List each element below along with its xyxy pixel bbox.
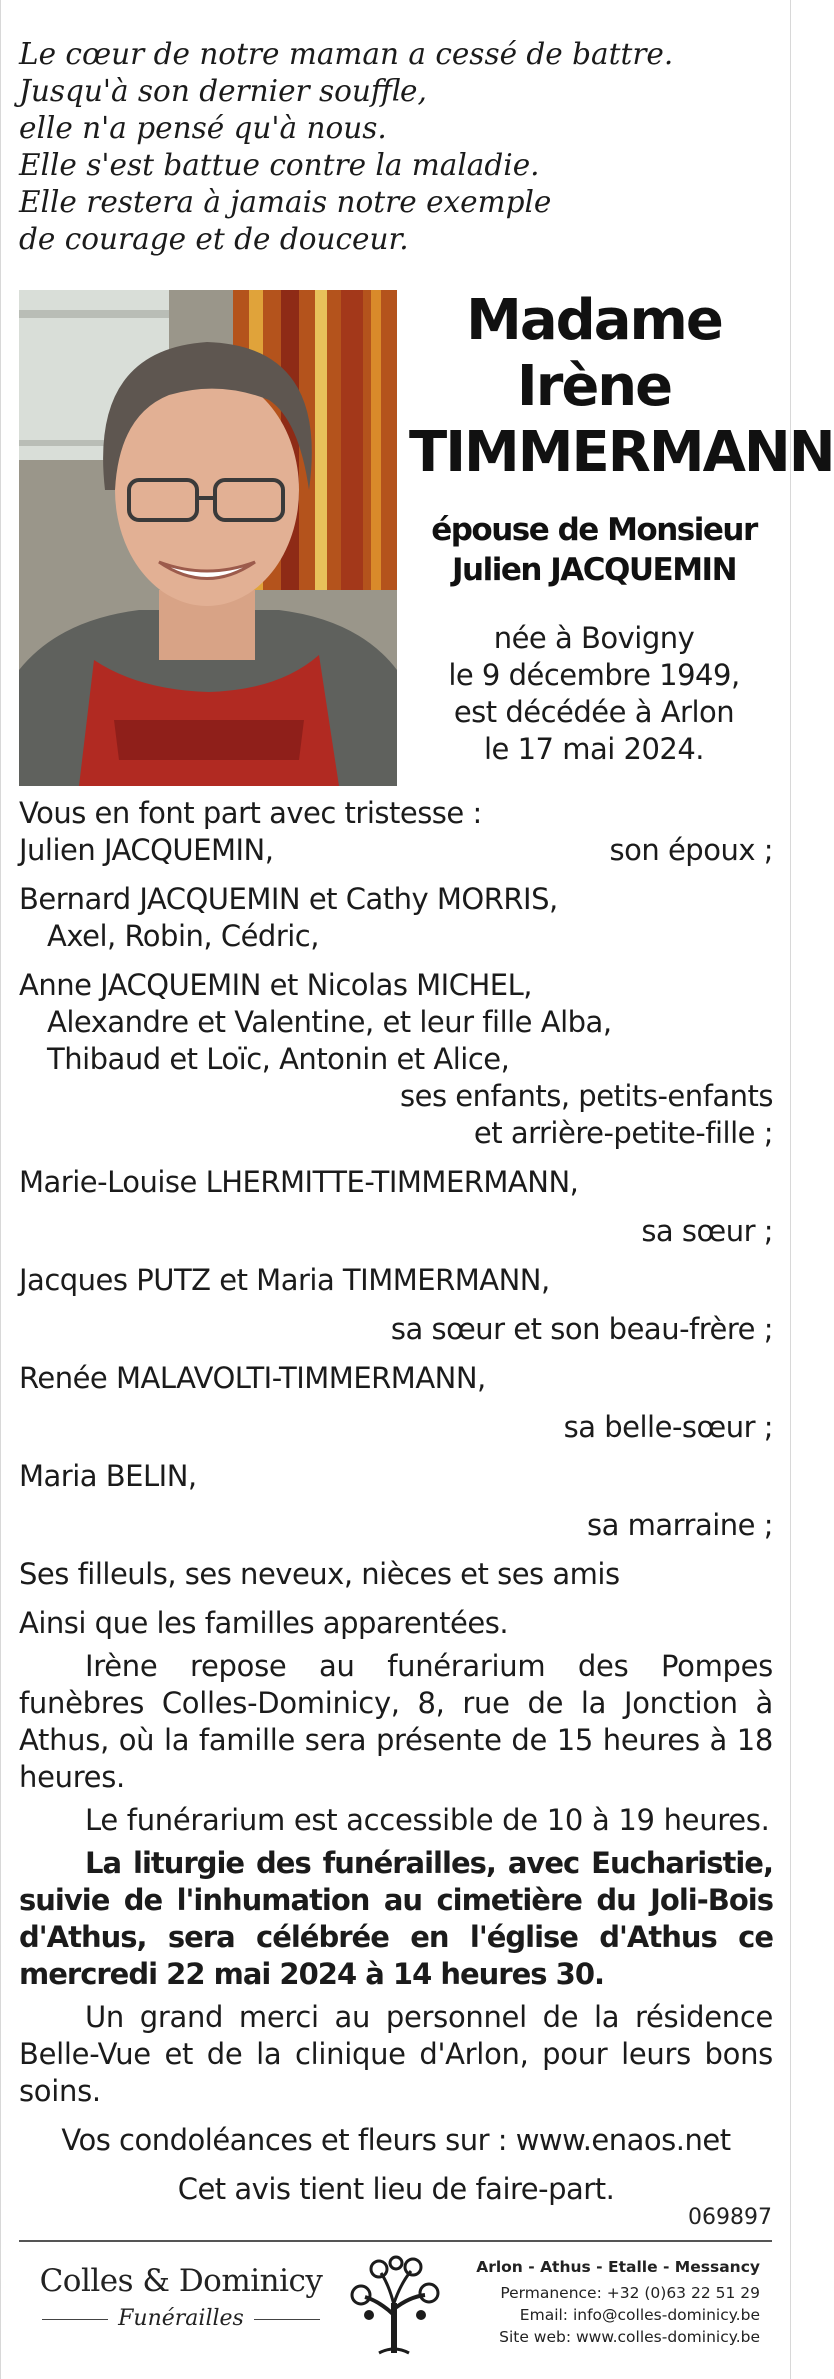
condolences-line: Vos condoléances et fleurs sur : www.enaos.net <box>61 2123 731 2157</box>
entry-name: Maria BELIN, <box>19 1459 197 1493</box>
entry-relation: sa sœur et son beau-frère ; <box>390 1312 773 1346</box>
last-name: TIMMERMANN <box>409 420 834 485</box>
entry-relation: sa marraine ; <box>587 1508 773 1542</box>
sister-entry <box>19 1262 773 1348</box>
entry-name: Anne JACQUEMIN et Nicolas MICHEL, <box>19 968 532 1002</box>
thanks-paragraph: Un grand merci au personnel de la résidence Belle-Vue et de la clinique d'Arlon, pour leurs bons soins. <box>19 2000 773 2108</box>
entry-subline: Axel, Robin, Cédric, <box>47 919 319 953</box>
opening-poem <box>19 36 759 258</box>
spouse-line: Julien JACQUEMIN <box>451 552 737 588</box>
funeral-home-logo <box>31 2262 331 2334</box>
poem-line: Elle restera à jamais notre exemple <box>19 185 552 219</box>
logo-rule <box>42 2319 108 2320</box>
entry-relation: et arrière-petite-fille ; <box>473 1116 773 1150</box>
logo-subtitle: Funérailles <box>118 2306 244 2331</box>
children-entry <box>19 881 773 1152</box>
contact-email: Email: info@colles-dominicy.be <box>519 2306 760 2324</box>
bio-line: le 17 mai 2024. <box>483 732 705 766</box>
entry-relation: sa belle-sœur ; <box>563 1410 773 1444</box>
contact-website: Site web: www.colles-dominicy.be <box>499 2328 760 2346</box>
spouse-info <box>409 510 779 590</box>
entry-subline: Alexandre et Valentine, et leur fille Alba, <box>47 1005 612 1039</box>
bio-line: le 9 décembre 1949, <box>448 658 740 692</box>
logo-subtitle-row <box>31 2304 331 2334</box>
funeral-home-paragraph: Irène repose au funérarium des Pompes funèbres Colles-Dominicy, 8, rue de la Jonction à Athus, où la famille sera présente de 15 heures à 18 heures. <box>19 1649 773 1794</box>
bio-line: est décédée à Arlon <box>453 695 735 729</box>
others-line: Ainsi que les familles apparentées. <box>19 1606 509 1640</box>
entry-name: Renée MALAVOLTI-TIMMERMANN, <box>19 1361 486 1395</box>
notice-line: Cet avis tient lieu de faire-part. <box>177 2172 615 2206</box>
spouse-line: épouse de Monsieur <box>431 512 757 548</box>
intro-line: Vous en font part avec tristesse : <box>19 796 482 830</box>
deceased-header <box>409 288 834 768</box>
sister-entry <box>19 1164 773 1250</box>
reference-number: 069897 <box>688 2205 772 2230</box>
entry-subline: Thibaud et Loïc, Antonin et Alice, <box>47 1042 510 1076</box>
portrait-photo <box>19 290 397 786</box>
contact-info <box>476 2256 760 2348</box>
entry-relation: son époux ; <box>609 833 773 867</box>
entry-name: Jacques PUTZ et Maria TIMMERMANN, <box>19 1263 550 1297</box>
entry-relation: sa sœur ; <box>641 1214 773 1248</box>
first-name: Irène <box>516 354 672 419</box>
liturgy-paragraph: La liturgie des funérailles, avec Eucharistie, suivie de l'inhumation au cimetière du Joli-Bois d'Athus, sera célébrée en l'église d'Athus ce mercredi 22 mai 2024 à 14 heures 30. <box>19 1846 773 1991</box>
poem-line: Elle s'est battue contre la maladie. <box>19 148 540 182</box>
others-line: Ses filleuls, ses neveux, nièces et ses amis <box>19 1557 620 1591</box>
family-announcement <box>19 795 773 2208</box>
poem-line: de courage et de douceur. <box>19 222 409 256</box>
logo-title: Colles & Dominicy <box>39 2263 323 2299</box>
entry-relation: ses enfants, petits-enfants <box>400 1079 773 1113</box>
birth-death-info <box>409 620 779 768</box>
entry-name: Julien JACQUEMIN, <box>19 833 274 867</box>
title-line: Madame <box>466 288 722 353</box>
sister-in-law-entry <box>19 1360 773 1446</box>
bio-line: née à Bovigny <box>493 621 695 655</box>
contact-phone: Permanence: +32 (0)63 22 51 29 <box>500 2284 760 2302</box>
tree-icon <box>339 2253 449 2361</box>
opening-hours-paragraph: Le funérarium est accessible de 10 à 19 heures. <box>85 1803 770 1837</box>
footer-divider <box>19 2240 772 2242</box>
poem-line: Le cœur de notre maman a cessé de battre. <box>19 37 674 71</box>
godmother-entry <box>19 1458 773 1544</box>
poem-line: Jusqu'à son dernier souffle, <box>19 74 427 108</box>
logo-rule <box>254 2319 320 2320</box>
portrait-illustration <box>19 290 397 786</box>
entry-name: Bernard JACQUEMIN et Cathy MORRIS, <box>19 882 558 916</box>
contact-towns: Arlon - Athus - Etalle - Messancy <box>476 2258 760 2276</box>
entry-name: Marie-Louise LHERMITTE-TIMMERMANN, <box>19 1165 579 1199</box>
poem-line: elle n'a pensé qu'à nous. <box>19 111 387 145</box>
spouse-entry <box>19 832 773 869</box>
